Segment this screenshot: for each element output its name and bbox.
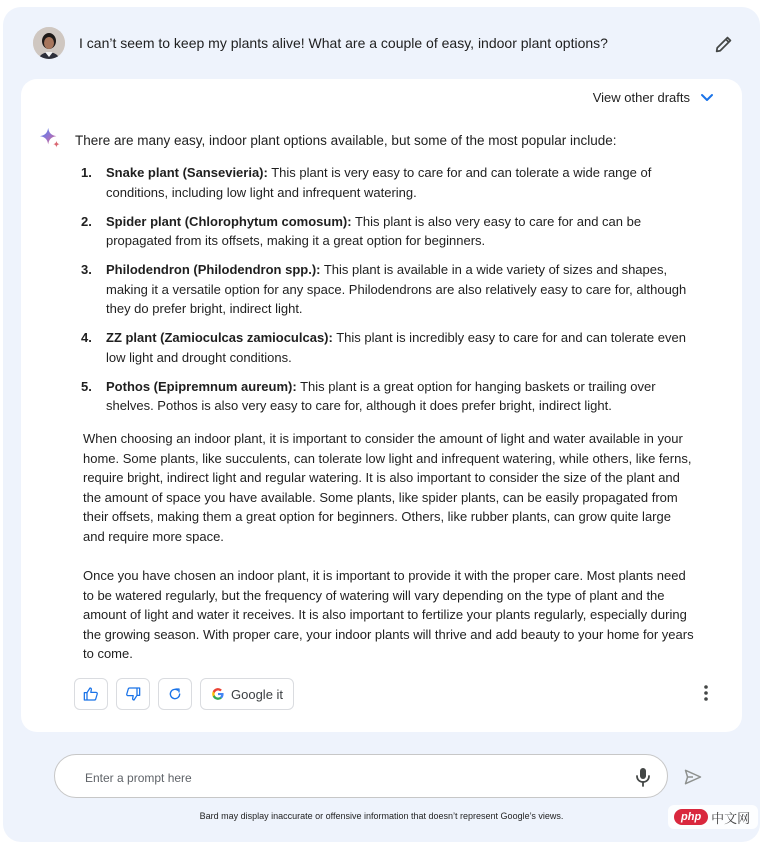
google-it-label: Google it xyxy=(231,686,284,702)
more-vert-icon xyxy=(698,683,714,703)
view-other-drafts-label: View other drafts xyxy=(592,90,690,105)
prompt-input[interactable] xyxy=(83,767,607,789)
list-item: 1. Snake plant (Sansevieria): This plant is very easy to care for and can tolerate a wide range of conditions, including low light and infrequent watering. xyxy=(81,165,652,200)
bard-sparkle-icon xyxy=(39,127,61,149)
thumbs-up-icon xyxy=(83,686,99,702)
send-icon xyxy=(683,767,703,787)
chevron-down-icon xyxy=(700,93,714,103)
edit-prompt-button[interactable] xyxy=(713,33,735,55)
prompt-box xyxy=(54,754,668,798)
list-item: 3. Philodendron (Philodendron spp.): This plant is available in a wide variety of sizes and shapes, making it a versatile option for any space. Philodendrons are also relatively easy to care for, although they do prefer bright, indirect light. xyxy=(81,262,687,316)
send-button[interactable] xyxy=(683,767,703,787)
thumbs-down-icon xyxy=(125,686,141,702)
google-g-icon xyxy=(211,687,225,701)
more-options-button[interactable] xyxy=(698,683,714,703)
microphone-button[interactable] xyxy=(633,766,653,788)
site-watermark xyxy=(668,805,758,829)
thumbs-up-button[interactable] xyxy=(74,678,108,710)
list-item: 4. ZZ plant (Zamioculcas zamioculcas): This plant is incredibly easy to care for and can tolerate even low light and drought conditions. xyxy=(81,330,686,365)
response-paragraph-1: When choosing an indoor plant, it is important to consider the amount of light and water available in your home. Some plants, like succulents, can tolerate low light and infrequent watering, while others, like ferns, require bright, indirect light and regular watering. It is also important to consider the size of the plant and the amount of space you have available. Some plants, like spider plants, can be easily propagated from their offsets, making them a great option for beginners. Others, like rubber plants, can grow quite large and require more space. xyxy=(83,431,692,544)
response-paragraph-2: Once you have chosen an indoor plant, it is important to provide it with the proper care. Most plants need to be watered regularly, but the frequency of watering will vary depending on the type of plant and the amount of light and water it receives. It is also important to fertilize your plants regularly, especially during the growing season. With proper care, your indoor plants will thrive and add beauty to your home for years to come. xyxy=(83,568,694,661)
user-avatar xyxy=(33,27,65,59)
plant-list xyxy=(81,163,691,425)
pencil-icon xyxy=(713,33,735,55)
bard-app xyxy=(3,7,760,842)
thumbs-down-button[interactable] xyxy=(116,678,150,710)
list-item: 5. Pothos (Epipremnum aureum): This plant is a great option for hanging baskets or trailing over shelves. Pothos is also very easy to care for, although it does prefer bright, indirect light. xyxy=(81,378,656,413)
microphone-icon xyxy=(633,766,653,788)
response-card xyxy=(21,79,742,732)
user-prompt-text: I can’t seem to keep my plants alive! What are a couple of easy, indoor plant options? xyxy=(79,35,608,51)
refresh-icon xyxy=(167,686,183,702)
response-actions xyxy=(74,678,294,712)
watermark-text: 中文网 xyxy=(711,810,751,826)
list-item: 2. Spider plant (Chlorophytum comosum): This plant is also very easy to care for and can be propagated from its offsets, making it a great option for beginners. xyxy=(81,213,642,248)
view-other-drafts-button[interactable] xyxy=(593,90,714,105)
watermark-logo: php xyxy=(674,809,708,825)
regenerate-button[interactable] xyxy=(158,678,192,710)
response-lead: There are many easy, indoor plant options available, but some of the most popular include: xyxy=(75,133,617,148)
disclaimer: Bard may display inaccurate or offensive information that doesn’t represent Google’s views. xyxy=(199,811,564,821)
user-prompt-row xyxy=(33,27,733,61)
google-it-button[interactable] xyxy=(200,678,294,710)
